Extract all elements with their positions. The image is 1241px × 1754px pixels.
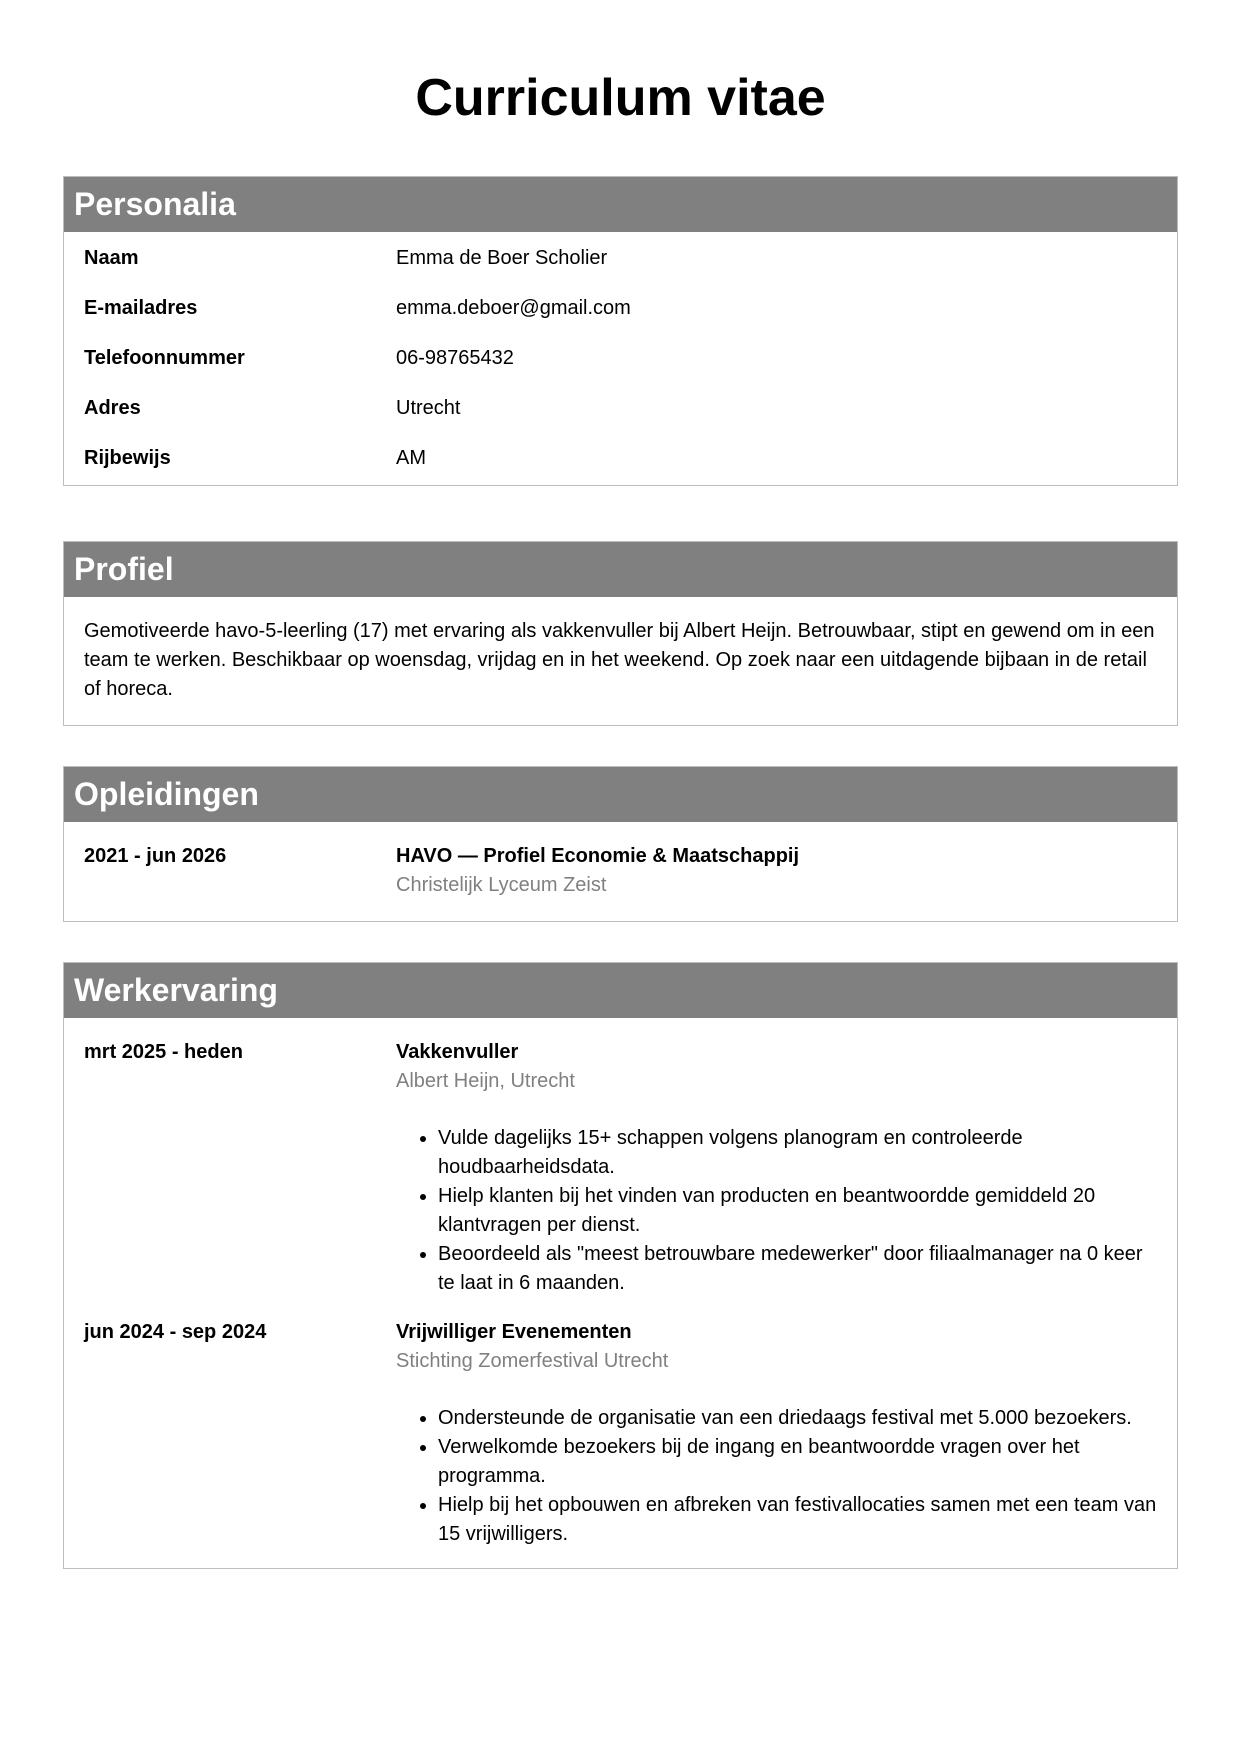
work-title: Vrijwilliger Evenementen xyxy=(396,1321,632,1343)
work-bullet: • Hielp bij het opbouwen en afbreken van festivallocaties samen met een team van 15 vrijwilligers. xyxy=(438,1491,1157,1549)
work-entry xyxy=(84,1318,1157,1549)
work-bullets xyxy=(396,1404,1157,1549)
label-rijbewijs: Rijbewijs xyxy=(84,447,171,469)
work-period: mrt 2025 - heden xyxy=(84,1041,243,1063)
label-email: E-mailadres xyxy=(84,297,198,319)
werkervaring-heading: Werkervaring xyxy=(64,963,1177,1018)
label-telefoon: Telefoonnummer xyxy=(84,347,245,369)
personalia-section xyxy=(63,176,1178,486)
personalia-row-name xyxy=(84,244,1157,294)
work-employer: Albert Heijn, Utrecht xyxy=(396,1070,575,1092)
value-naam: Emma de Boer Scholier xyxy=(396,247,608,269)
work-bullet: • Ondersteunde de organisatie van een driedaags festival met 5.000 bezoekers. xyxy=(438,1404,1157,1433)
work-employer: Stichting Zomerfestival Utrecht xyxy=(396,1350,669,1372)
personalia-row-phone xyxy=(84,344,1157,394)
education-entry xyxy=(84,842,1157,900)
profiel-text: Gemotiveerde havo-5-leerling (17) met ervaring als vakkenvuller bij Albert Heijn. Betrouwbaar, stipt en gewend om in een team te werken. Beschikbaar op woensdag, vrijdag en in het weekend. Op zoek naar een uitdagende bijbaan in de retail of horeca. xyxy=(84,620,1155,700)
opleidingen-heading: Opleidingen xyxy=(64,767,1177,822)
werkervaring-section xyxy=(63,962,1178,1569)
work-bullets xyxy=(396,1124,1157,1298)
personalia-row-email xyxy=(84,294,1157,344)
value-telefoon: 06-98765432 xyxy=(396,347,514,369)
personalia-row-address xyxy=(84,394,1157,444)
work-bullet: • Vulde dagelijks 15+ schappen volgens planogram en controleerde houdbaarheidsdata. xyxy=(438,1124,1157,1182)
personalia-heading: Personalia xyxy=(64,177,1177,232)
work-title: Vakkenvuller xyxy=(396,1041,519,1063)
label-naam: Naam xyxy=(84,247,139,269)
work-period: jun 2024 - sep 2024 xyxy=(84,1321,267,1343)
work-bullet: • Hielp klanten bij het vinden van producten en beantwoordde gemiddeld 20 klantvragen per dienst. xyxy=(438,1182,1157,1240)
value-adres: Utrecht xyxy=(396,397,461,419)
personalia-row-license xyxy=(84,444,1157,485)
opleidingen-section xyxy=(63,766,1178,922)
work-entry xyxy=(84,1038,1157,1298)
profiel-heading: Profiel xyxy=(64,542,1177,597)
value-rijbewijs: AM xyxy=(396,447,426,469)
work-bullet: • Verwelkomde bezoekers bij de ingang en beantwoordde vragen over het programma. xyxy=(438,1433,1157,1491)
work-bullet: • Beoordeeld als "meest betrouwbare medewerker" door filiaalmanager na 0 keer te laat in 6 maanden. xyxy=(438,1240,1157,1298)
education-period: 2021 - jun 2026 xyxy=(84,845,227,867)
education-title: HAVO — Profiel Economie & Maatschappij xyxy=(396,845,800,867)
profiel-section xyxy=(63,541,1178,726)
value-email: emma.deboer@gmail.com xyxy=(396,297,631,319)
label-adres: Adres xyxy=(84,397,141,419)
page-title: Curriculum vitae xyxy=(415,69,826,127)
education-school: Christelijk Lyceum Zeist xyxy=(396,874,607,896)
